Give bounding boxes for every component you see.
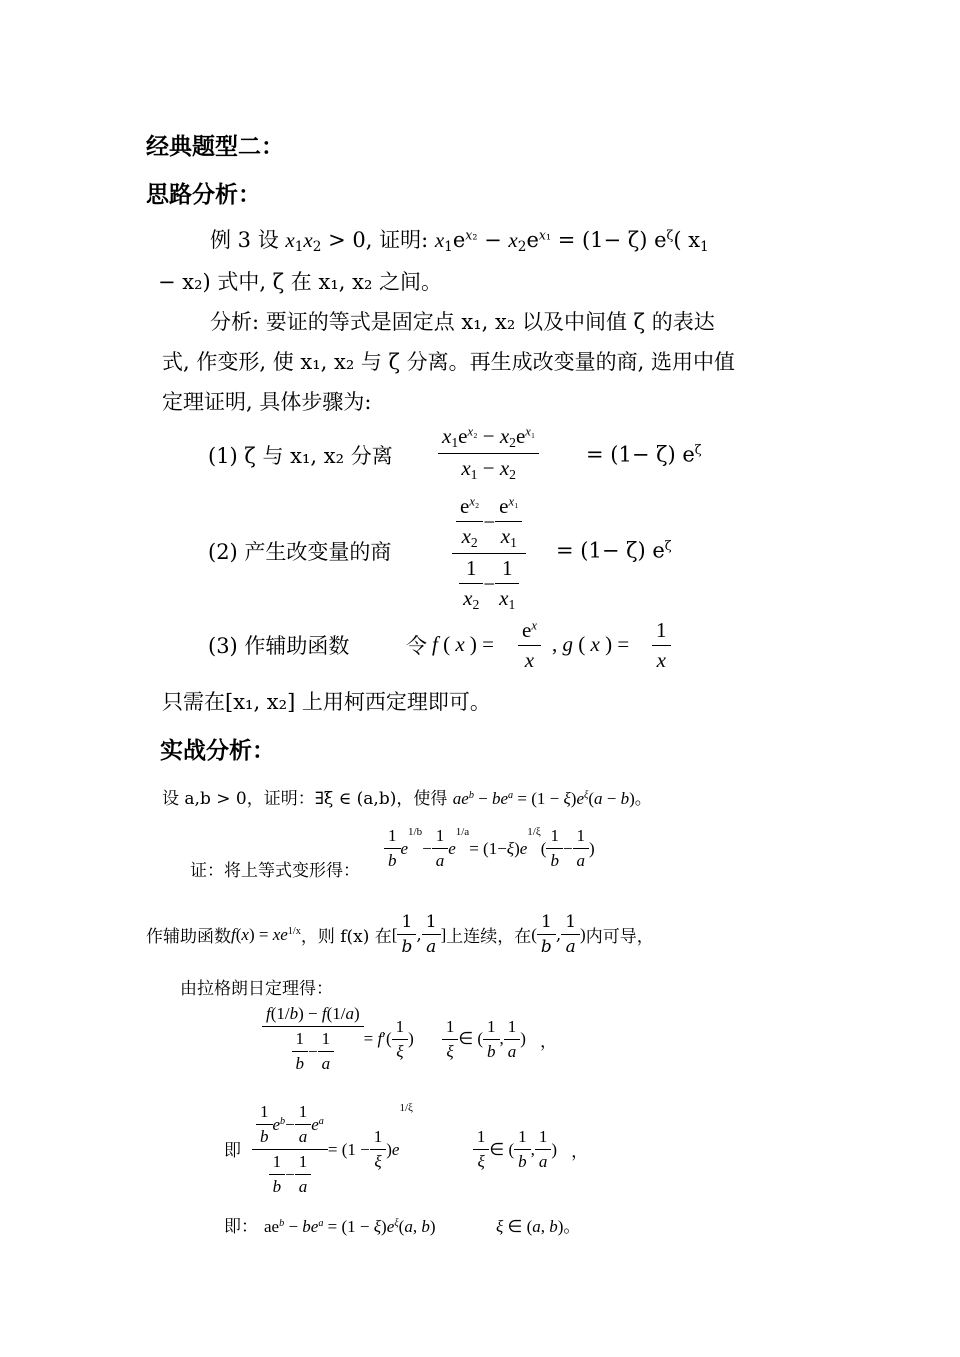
step-3-f-fraction: $e^x$ x bbox=[518, 618, 541, 673]
step-1-rhs: = (1− ζ) $e^\zeta$ bbox=[586, 442, 702, 467]
analysis-line-1: 分析: 要证的等式是固定点 x₁, x₂ 以及中间值 ζ 的表达 bbox=[210, 310, 715, 334]
step-1-fraction: $x_1e^{x_2} - x_2e^{x_1}$ $x_1 - x_2$ bbox=[438, 424, 539, 483]
lagrange-label: 由拉格朗日定理得： bbox=[180, 979, 333, 999]
ji-label-2: 即： bbox=[224, 1217, 258, 1237]
step-3-label: (3) 作辅助函数 bbox=[208, 634, 350, 658]
step-3-g-fraction: 1 x bbox=[652, 618, 671, 673]
proof-equation: $\frac{1}{b}$ e 1/b − $\frac{1}{a}$ e 1/a = (1−ξ)e 1/ξ ( $\frac{1}{b}$ − $\frac{1}{a}$ ) bbox=[384, 826, 595, 871]
practice-problem: 设 a,b > 0，证明：∃ξ ∈ (a,b)，使得 $ae^b - be^a = (1 - \xi)e^\xi(a - b)$。 bbox=[162, 789, 652, 809]
proof-label: 证：将上等式变形得： bbox=[190, 861, 360, 881]
ji-equation-1: $\frac{1}{b}$ $e^b$ − $\frac{1}{a}$ $e^a$ $\frac{1}{b}$ − $\frac{1}{a}$ = (1 − $\frac{1}{\xi}$ )e 1/ξ $\frac{1}{\xi}$ ∈ ( $\frac{1}{b}$ , $\frac{1}{a}$ ) ， bbox=[252, 1102, 588, 1197]
step-2-label: (2) 产生改变量的商 bbox=[208, 540, 392, 564]
step-1-label: (1) ζ 与 x₁, x₂ 分离 bbox=[208, 444, 393, 468]
lagrange-equation: f(1/b) − f(1/a) $\frac{1}{b}$ − $\frac{1}{a}$ = f′( $\frac{1}{\xi}$ ) $\frac{1}{\xi}$ ∈ ( $\frac{1}{b}$ , $\frac{1}{a}$ ) ， bbox=[262, 1004, 557, 1074]
step-3-ling: 令 bbox=[406, 634, 427, 658]
step-2-fraction: $\frac{e^{x_2}}{x_2}$ − $\frac{e^{x_1}}{x_1}$ $\frac{1}{x_2}$ − $\frac{1}{x_1}$ bbox=[452, 494, 526, 613]
practice-title: 实战分析： bbox=[160, 738, 275, 764]
analysis-title: 思路分析： bbox=[146, 182, 261, 208]
step-3-g: , g ( x ) = bbox=[552, 632, 630, 656]
ji-label-1: 即 bbox=[224, 1141, 241, 1161]
ji-equation-2: $ae^b - be^a = (1 - \xi)e^\xi(a$, b) ξ ∈ (a, b)。 bbox=[264, 1217, 581, 1236]
example-line-2: − x₂) 式中, ζ 在 x₁, x₂ 之间。 bbox=[158, 270, 443, 294]
step-2-rhs: = (1− ζ) $e^\zeta$ bbox=[556, 538, 672, 563]
example-line-1: 例 3 设 $x_1x_2 > 0$, 证明: $x_1e^{x_2} - x_2e^{x_1} = (1- \zeta)$ $e^\zeta$( $x_1$ bbox=[210, 227, 709, 256]
aux-function-line: 作辅助函数 $f(x) = xe^{1/x}$ ，则 f(x) 在 [ $\frac{1}{b}$ , $\frac{1}{a}$ ] 上连续，在 ( $\frac{1}{b}$ , $\frac{1}{a}$ ) 内可导， bbox=[146, 912, 654, 957]
analysis-line-3: 定理证明, 具体步骤为: bbox=[162, 390, 372, 414]
section-title: 经典题型二： bbox=[146, 134, 284, 160]
step-3-f: f ( x ) = bbox=[432, 632, 495, 656]
analysis-line-2: 式, 作变形, 使 x₁, x₂ 与 ζ 分离。再生成改变量的商, 选用中值 bbox=[162, 350, 736, 374]
conclusion: 只需在[x₁, x₂] 上用柯西定理即可。 bbox=[162, 690, 491, 714]
